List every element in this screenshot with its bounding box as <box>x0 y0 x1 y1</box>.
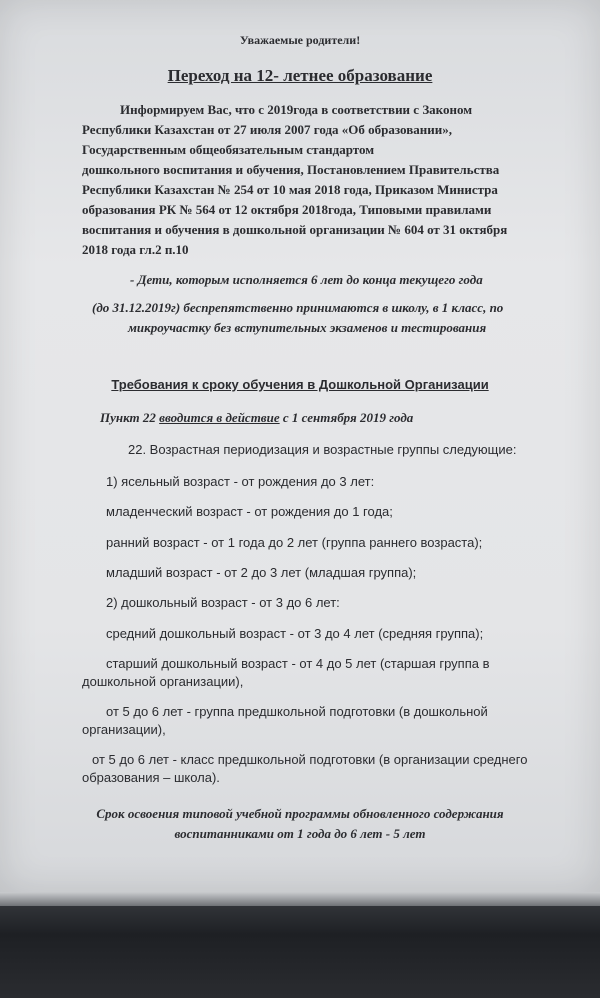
punkt-start: Пункт 22 <box>100 410 160 425</box>
intro-line: 2018 года гл.2 п.10 <box>82 242 189 257</box>
punkt-end: с 1 сентября 2019 года <box>279 410 414 425</box>
italic-line: (до 31.12.2019г) беспрепятственно принимаются в школу, в 1 класс, по <box>92 300 504 315</box>
age-line: младший возраст - от 2 до 3 лет (младшая группа); <box>106 565 417 580</box>
intro-line: Информируем Вас, что с 2019года в соответствии с Законом <box>120 102 473 117</box>
italic-line: - Дети, которым исполняется 6 лет до конца текущего года <box>130 272 483 287</box>
final-line: воспитанниками от 1 года до 6 лет - 5 лет <box>174 826 426 841</box>
intro-line: Республики Казахстан от 27 июля 2007 года «Об образовании», <box>82 122 452 137</box>
intro-line: дошкольного воспитания и обучения, Постановлением Правительства <box>82 162 500 177</box>
punkt-line <box>100 410 413 426</box>
intro-line: Государственным общеобязательным стандартом <box>82 142 375 157</box>
age-line: от 5 до 6 лет - группа предшкольной подготовки (в дошкольной <box>106 704 488 719</box>
bottom-frame <box>0 892 600 998</box>
intro-line: образования РК № 564 от 12 октября 2018года, Типовыми правилами <box>82 202 492 217</box>
intro-line: воспитания и обучения в дошкольной организации № 604 от 31 октября <box>82 222 508 237</box>
age-line: 1) ясельный возраст - от рождения до 3 лет: <box>106 474 375 489</box>
age-line: 2) дошкольный возраст - от 3 до 6 лет: <box>106 595 340 610</box>
age-line: старший дошкольный возраст - от 4 до 5 лет (старшая группа в <box>106 656 490 671</box>
age-line: организации), <box>82 722 166 737</box>
final-line: Срок освоения типовой учебной программы обновленного содержания <box>96 806 504 821</box>
page-title: Переход на 12- летнее образование <box>167 66 433 85</box>
age-line: от 5 до 6 лет - класс предшкольной подготовки (в организации среднего <box>92 752 528 767</box>
age-line: средний дошкольный возраст - от 3 до 4 лет (средняя группа); <box>106 626 484 641</box>
requirements-heading: Требования к сроку обучения в Дошкольной Организации <box>111 377 489 392</box>
intro-line: Республики Казахстан № 254 от 10 мая 2018 года, Приказом Министра <box>82 182 498 197</box>
age-line: ранний возраст - от 1 года до 2 лет (группа раннего возраста); <box>106 535 483 550</box>
age-line: дошкольной организации), <box>82 674 244 689</box>
punkt-underlined: вводится в действие <box>159 410 280 425</box>
age-line: младенческий возраст - от рождения до 1 года; <box>106 504 393 519</box>
age-line: образования – школа). <box>82 770 220 785</box>
greeting: Уважаемые родители! <box>239 33 361 47</box>
age-line: 22. Возрастная периодизация и возрастные группы следующие: <box>128 442 517 457</box>
italic-line: микроучастку без вступительных экзаменов и тестирования <box>128 320 487 335</box>
frame-ledge <box>0 892 600 906</box>
